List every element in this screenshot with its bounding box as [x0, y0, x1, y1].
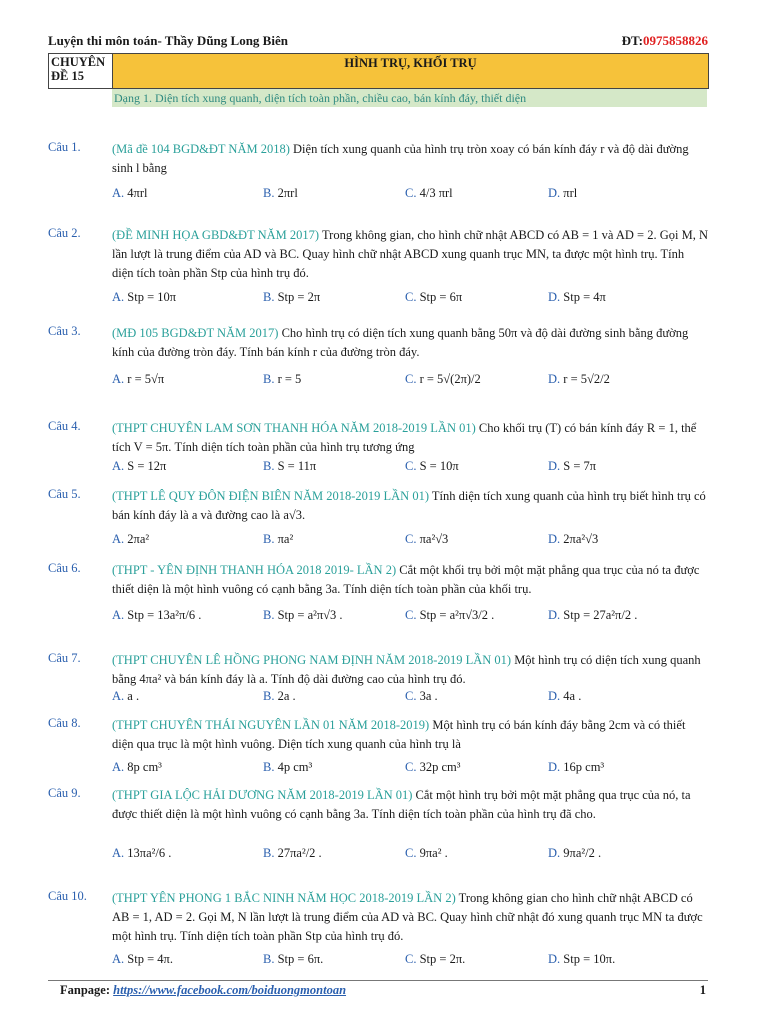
question-stem [112, 786, 708, 824]
answer-option[interactable]: B. 2a . [263, 689, 296, 703]
answer-options [112, 186, 708, 208]
question-text: Diện tích xung quanh của hình trụ tròn xoay có bán kính đáy r và độ dài đường sinh l bằng [112, 142, 689, 175]
question-stem [112, 487, 708, 525]
answer-options [112, 372, 708, 394]
answer-options [112, 760, 708, 782]
question-text: Cắt một khối trụ bởi một mặt phẳng qua trục của nó ta được thiết diện là một hình vuông có cạnh bằng 3a. Tính diện tích toàn phần của khối trụ. [112, 563, 700, 596]
question-stem [112, 651, 708, 689]
question-stem [112, 140, 708, 178]
question-source: (THPT CHUYÊN LÊ HỒNG PHONG NAM ĐỊNH NĂM 2018-2019 LẦN 01) [112, 653, 512, 667]
question-text: Cắt một hình trụ bởi một mặt phẳng qua trục của nó, ta được thiết diện là một hình vuông có cạnh bằng 3a. Tính diện tích toàn phần của hình trụ đã cho. [112, 788, 691, 821]
page-number: 1 [699, 983, 706, 997]
answer-option[interactable]: D. 2πa²√3 [548, 532, 599, 546]
question-number: Câu 8. [48, 716, 81, 730]
answer-option[interactable]: D. r = 5√2/2 [548, 372, 610, 386]
question-stem [112, 561, 708, 599]
answer-option[interactable]: B. Stp = 6π. [263, 952, 324, 966]
answer-option[interactable]: D. S = 7π [548, 459, 597, 473]
answer-option[interactable]: C. Stp = 6π [405, 290, 463, 304]
question-number: Câu 10. [48, 889, 87, 903]
answer-option[interactable]: B. Stp = 2π [263, 290, 321, 304]
question-text: Trong không gian cho hình chữ nhật ABCD có AB = 1, AD = 2. Gọi M, N lần lượt là trung điểm của AD và BC. Quay hình chữ nhật đó xung quanh trục MN ta được một hình trụ. Tính diện tích toàn phần Stp của hình trụ đó. [112, 891, 703, 943]
question-source: (THPT GIA LỘC HẢI DƯƠNG NĂM 2018-2019 LẦN 01) [112, 788, 413, 802]
answer-option[interactable]: D. πrl [548, 186, 578, 200]
question-number: Câu 6. [48, 561, 81, 575]
answer-option[interactable]: D. 16p cm³ [548, 760, 605, 774]
answer-option[interactable]: A. Stp = 13a²π/6 . [112, 608, 202, 622]
header-phone: ĐT:0975858826 [621, 33, 708, 48]
question-stem [112, 324, 708, 362]
answer-option[interactable]: C. Stp = a²π√3/2 . [405, 608, 495, 622]
question-source: (Mã đề 104 BGD&ĐT NĂM 2018) [112, 142, 290, 156]
answer-options [112, 689, 708, 711]
question-source: (THPT - YÊN ĐỊNH THANH HÓA 2018 2019- LẦN 2) [112, 563, 397, 577]
question-text: Cho khối trụ (T) có bán kính đáy R = 1, thể tích V = 5π. Tính diện tích toàn phần của hình trụ tương ứng [112, 421, 697, 454]
header-title: Luyện thi môn toán- Thầy Dũng Long Biên [48, 33, 288, 48]
fanpage: Fanpage: https://www.facebook.com/boiduongmontoan [60, 983, 347, 997]
question-number: Câu 3. [48, 324, 81, 338]
question-source: (THPT CHUYÊN LAM SƠN THANH HÓA NĂM 2018-2019 LẦN 01) [112, 421, 476, 435]
question-source: (ĐỀ MINH HỌA GBD&ĐT NĂM 2017) [112, 228, 320, 242]
question-source: (THPT YÊN PHONG 1 BẮC NINH NĂM HỌC 2018-2019 LẦN 2) [112, 891, 456, 905]
answer-option[interactable]: B. Stp = a²π√3 . [263, 608, 343, 622]
answer-option[interactable]: D. Stp = 10π. [548, 952, 616, 966]
answer-option[interactable]: B. 2πrl [263, 186, 298, 200]
answer-option[interactable]: A. Stp = 10π [112, 290, 177, 304]
question-stem [112, 419, 708, 457]
question-number: Câu 9. [48, 786, 81, 800]
answer-option[interactable]: D. Stp = 27a²π/2 . [548, 608, 638, 622]
section-heading: Dạng 1. Diện tích xung quanh, diện tích toàn phần, chiều cao, bán kính đáy, thiết diện [112, 89, 707, 107]
answer-option[interactable]: A. 4πrl [112, 186, 148, 200]
answer-options [112, 846, 708, 868]
answer-option[interactable]: A. r = 5√π [112, 372, 165, 386]
question-text: Trong không gian, cho hình chữ nhật ABCD có AB = 1 và AD = 2. Gọi M, N lần lượt là trung điểm của AD và BC. Quay hình chữ nhật ABCD xung quanh trục MN, ta được một hình trụ. Tính diện tích toàn phần Stp của hình trụ đó. [112, 228, 708, 280]
question-number: Câu 5. [48, 487, 81, 501]
answer-options [112, 952, 708, 974]
answer-option[interactable]: B. πa² [263, 532, 294, 546]
question-text: Một hình trụ có bán kính đáy bằng 2cm và có thiết diện qua trục là một hình vuông. Diện tích xung quanh của hình trụ là [112, 718, 686, 751]
topic-title: HÌNH TRỤ, KHỐI TRỤ [113, 54, 708, 88]
page-footer [48, 980, 708, 997]
answer-option[interactable]: A. 8p cm³ [112, 760, 162, 774]
question-source: (MĐ 105 BGD&ĐT NĂM 2017) [112, 326, 279, 340]
answer-option[interactable]: C. r = 5√(2π)/2 [405, 372, 481, 386]
question-stem [112, 226, 708, 283]
question-number: Câu 7. [48, 651, 81, 665]
answer-option[interactable]: C. 32p cm³ [405, 760, 461, 774]
answer-options [112, 608, 708, 630]
question-stem [112, 889, 708, 946]
fanpage-link[interactable]: https://www.facebook.com/boiduongmontoan [113, 983, 347, 997]
answer-option[interactable]: B. 27πa²/2 . [263, 846, 322, 860]
answer-option[interactable]: C. S = 10π [405, 459, 459, 473]
answer-option[interactable]: C. 4/3 πrl [405, 186, 453, 200]
answer-option[interactable]: D. Stp = 4π [548, 290, 606, 304]
answer-option[interactable]: B. r = 5 [263, 372, 302, 386]
question-number: Câu 2. [48, 226, 81, 240]
answer-option[interactable]: C. 3a . [405, 689, 438, 703]
answer-option[interactable]: A. 13πa²/6 . [112, 846, 172, 860]
question-text: Tính diện tích xung quanh của hình trụ biết hình trụ có bán kính đáy là a và đường cao là a√3. [112, 489, 706, 522]
answer-option[interactable]: C. πa²√3 [405, 532, 449, 546]
answer-option[interactable]: C. 9πa² . [405, 846, 448, 860]
answer-option[interactable]: D. 9πa²/2 . [548, 846, 602, 860]
topic-code: CHUYÊN ĐỀ 15 [49, 54, 113, 88]
answer-option[interactable]: B. 4p cm³ [263, 760, 313, 774]
topic-box [48, 53, 709, 89]
question-source: (THPT LÊ QUY ĐÔN ĐIỆN BIÊN NĂM 2018-2019 LẦN 01) [112, 489, 429, 503]
question-number: Câu 4. [48, 419, 81, 433]
answer-option[interactable]: A. 2πa² [112, 532, 150, 546]
answer-option[interactable]: B. S = 11π [263, 459, 317, 473]
question-number: Câu 1. [48, 140, 81, 154]
answer-options [112, 290, 708, 312]
question-stem [112, 716, 708, 754]
answer-option[interactable]: D. 4a . [548, 689, 582, 703]
answer-option[interactable]: A. a . [112, 689, 140, 703]
question-text: Cho hình trụ có diện tích xung quanh bằng 50π và độ dài đường sinh bằng đường kính của đường tròn đáy. Tính bán kính r của đường tròn đáy. [112, 326, 689, 359]
answer-option[interactable]: A. S = 12π [112, 459, 167, 473]
answer-option[interactable]: A. Stp = 4π. [112, 952, 173, 966]
page-header [48, 33, 708, 51]
answer-options [112, 532, 708, 554]
answer-options [112, 459, 708, 481]
question-source: (THPT CHUYÊN THÁI NGUYÊN LẦN 01 NĂM 2018-2019) [112, 718, 430, 732]
question-text: Một hình trụ có diện tích xung quanh bằng 4πa² và bán kính đáy là a. Tính độ dài đường cao của hình trụ đó. [112, 653, 701, 686]
answer-option[interactable]: C. Stp = 2π. [405, 952, 466, 966]
